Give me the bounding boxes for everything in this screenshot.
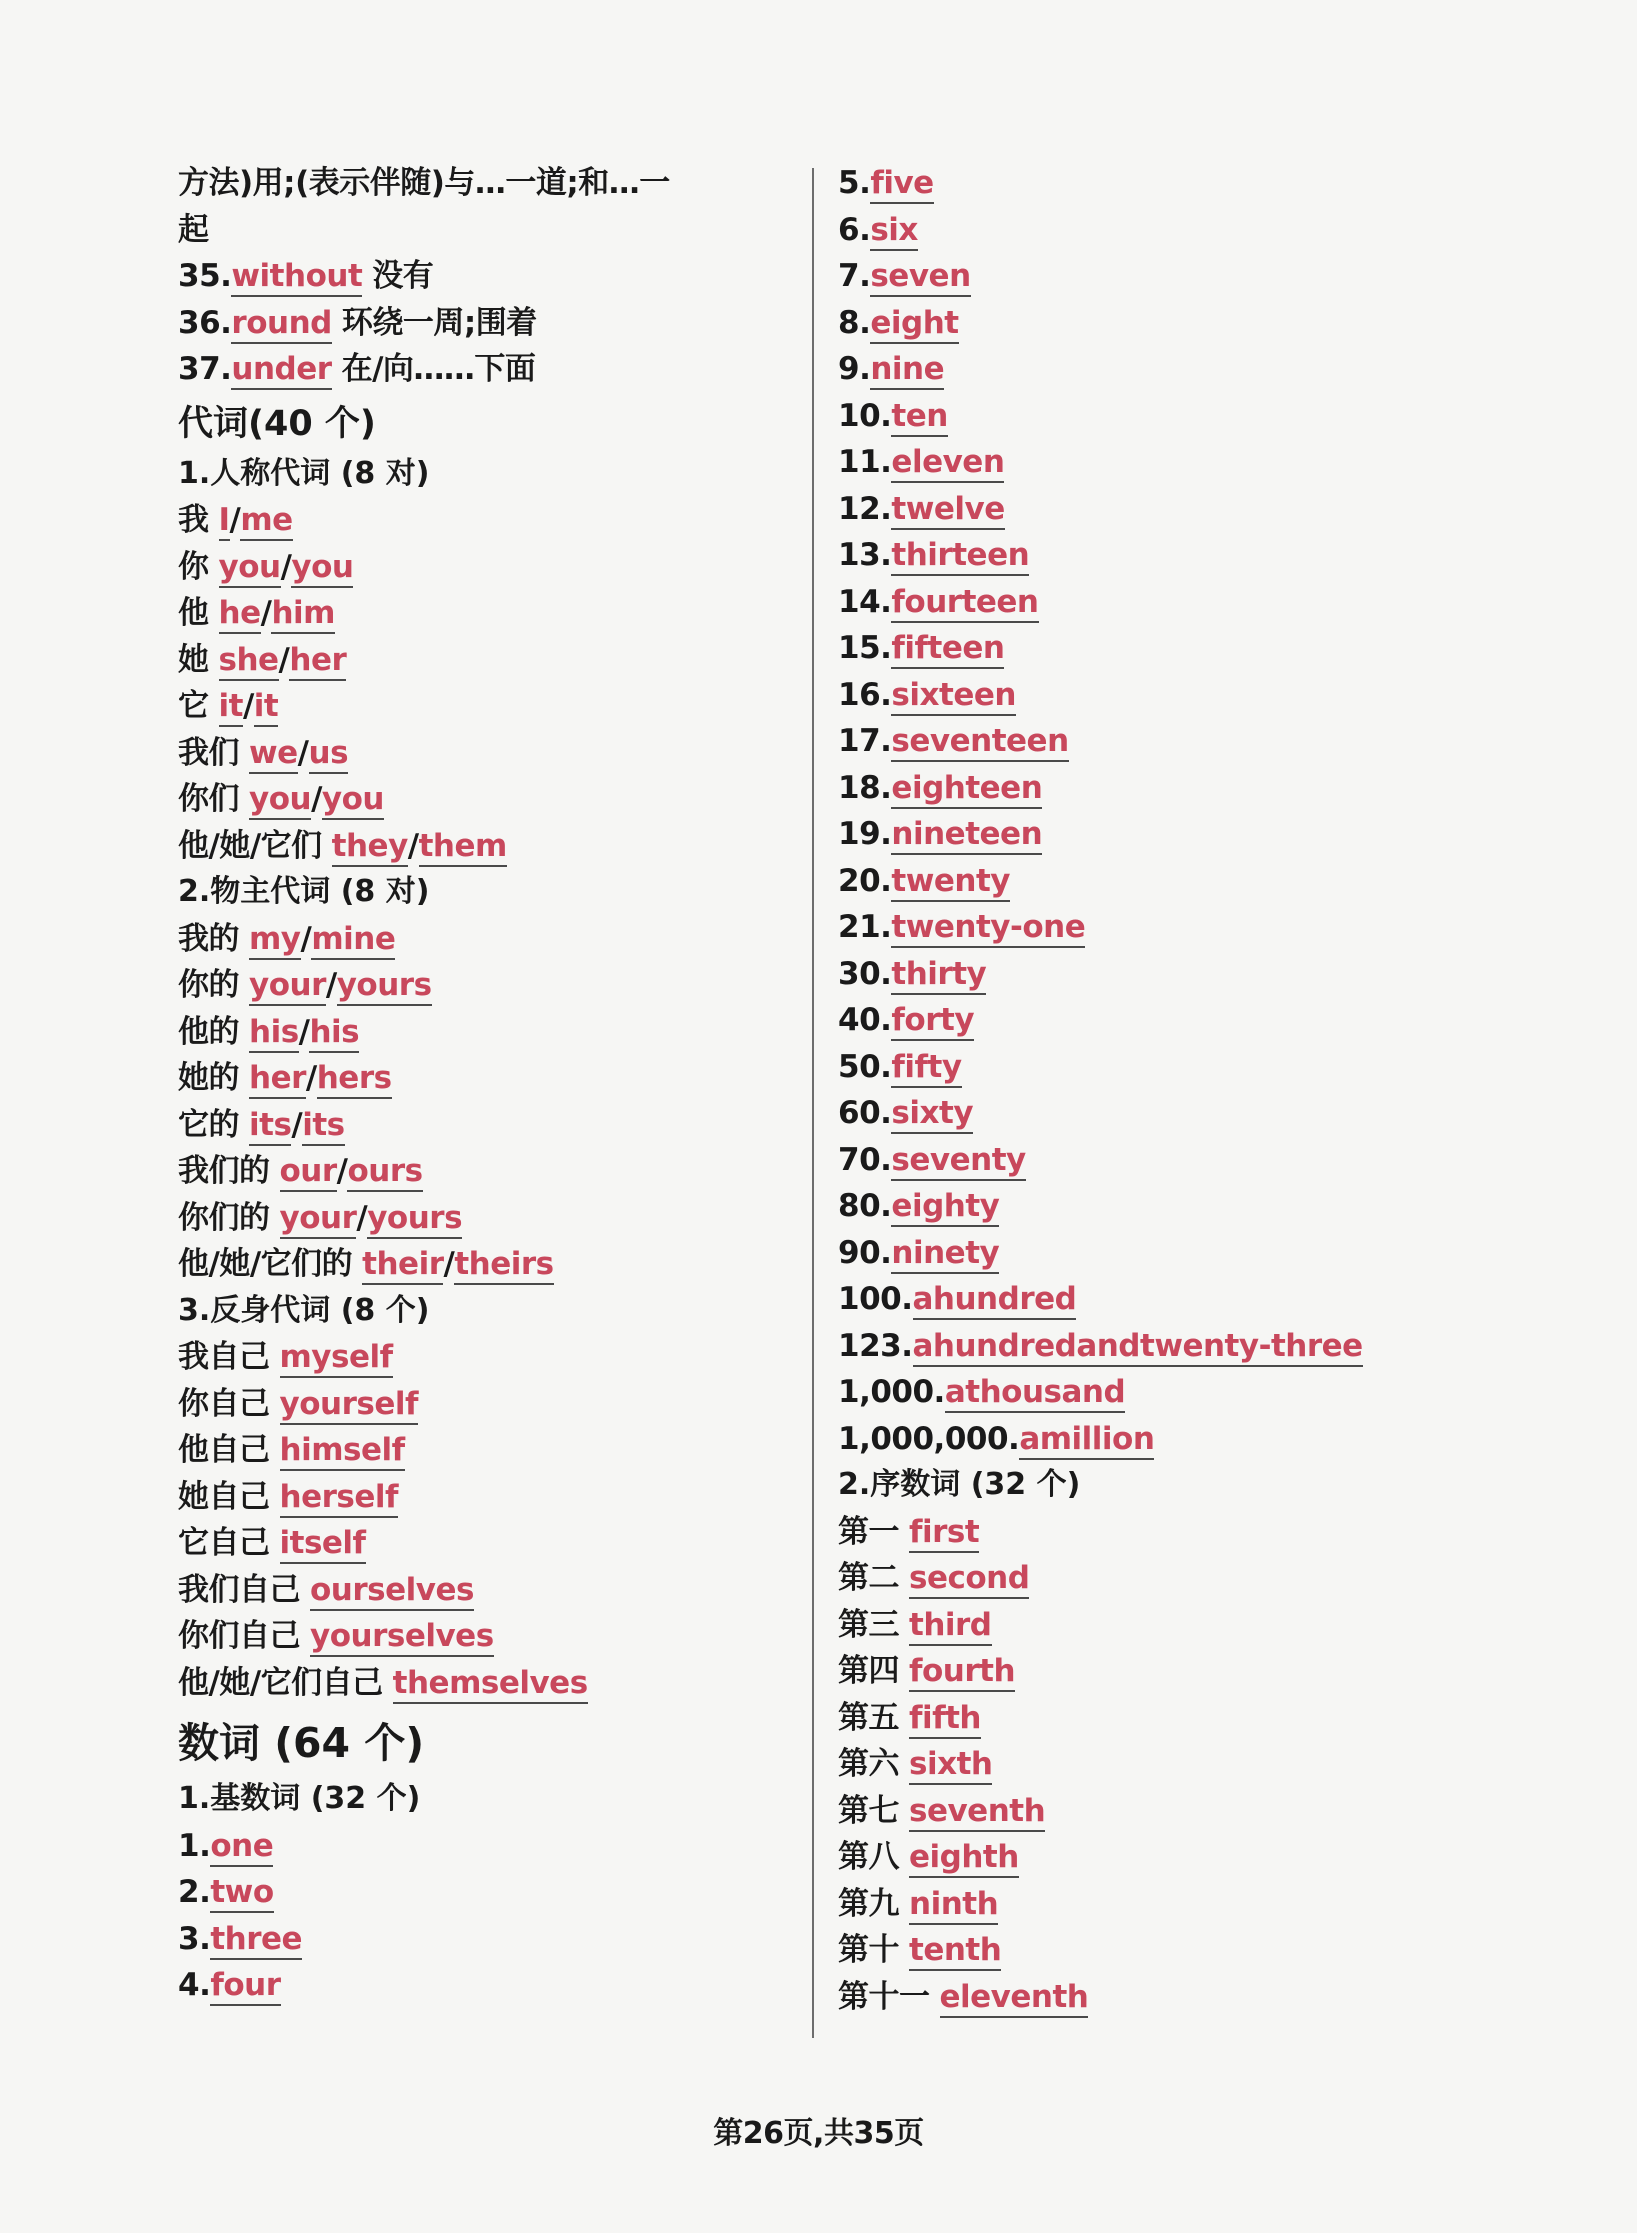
slash-separator: /: [443, 1246, 455, 1282]
cardinal-item: [178, 1916, 798, 1963]
cardinal-item: [178, 1869, 798, 1916]
answer-word: ninth: [909, 1886, 998, 1925]
answer-word: our: [280, 1153, 337, 1192]
answer-word: seventeen: [891, 723, 1068, 762]
slash-separator: /: [325, 967, 337, 1003]
answer-word: your: [280, 1200, 357, 1239]
answer-word: eighth: [909, 1839, 1019, 1878]
ordinal-item: [838, 1648, 1398, 1695]
item-number: 7.: [838, 258, 871, 294]
intro-line-2: 起: [178, 211, 209, 248]
answer-word: one: [210, 1828, 273, 1867]
answer-word: I: [219, 502, 230, 541]
answer-word: mine: [311, 921, 395, 960]
item-number: 30.: [838, 955, 892, 992]
answer-word: twenty-one: [891, 909, 1085, 948]
ordinal-item: [838, 1509, 1398, 1556]
item-number: 17.: [838, 723, 892, 759]
item-number: 13.: [838, 537, 892, 573]
item-number: 70.: [838, 1141, 892, 1178]
item-label: 第二: [838, 1560, 899, 1596]
cardinal-item: [838, 718, 1398, 765]
cardinal-item: [838, 997, 1398, 1044]
item-number: 1.: [178, 1827, 211, 1864]
slash-separator: /: [280, 548, 292, 585]
cardinal-item: [838, 579, 1398, 626]
slash-separator: /: [278, 641, 290, 678]
answer-word: you: [219, 549, 281, 588]
answer-word: third: [909, 1607, 992, 1646]
item-number: 35.: [178, 258, 232, 294]
pronoun-pair: [178, 497, 798, 544]
ordinal-item: [838, 1974, 1398, 2021]
answer-word: nine: [870, 351, 944, 390]
item-number: 20.: [838, 862, 892, 899]
pronoun-label: 她: [178, 641, 209, 678]
slash-separator: /: [407, 827, 419, 864]
item-number: 90.: [838, 1234, 892, 1271]
cardinal-list-start: [178, 1823, 798, 2009]
answer-word: ourselves: [310, 1572, 474, 1611]
cardinal-item: [838, 672, 1398, 719]
answer-word: fifteen: [891, 630, 1004, 669]
cardinal-item: [838, 1369, 1398, 1416]
answer-word: two: [210, 1874, 273, 1913]
right-column: [838, 160, 1398, 2020]
preposition-item: [178, 253, 798, 300]
slash-separator: /: [300, 920, 312, 957]
answer-word: without: [231, 258, 362, 297]
answer-word: theirs: [454, 1246, 553, 1285]
pronoun-pair: [178, 730, 798, 777]
cardinal-item: [838, 858, 1398, 905]
pronoun-label: 我们的: [178, 1153, 270, 1189]
answer-word: yourselves: [310, 1618, 494, 1657]
item-number: 10.: [838, 397, 892, 434]
item-label: 它自己: [178, 1525, 270, 1561]
answer-word: fifth: [909, 1700, 981, 1739]
preposition-item: [178, 300, 798, 347]
answer-word: their: [362, 1246, 443, 1285]
item-label: 你们自己: [178, 1618, 300, 1654]
slash-separator: /: [336, 1153, 348, 1189]
cardinal-item: [838, 439, 1398, 486]
pronoun-pair: [178, 1241, 798, 1288]
pronoun-label: 我: [178, 502, 209, 538]
answer-word: you: [249, 781, 311, 820]
answer-word: eight: [870, 305, 958, 344]
answer-word: under: [231, 351, 331, 390]
answer-word: twenty: [891, 863, 1010, 902]
reflexive-item: [178, 1520, 798, 1567]
reflexive-pronoun-list: [178, 1334, 798, 1706]
answer-word: he: [219, 595, 261, 634]
answer-word: it: [254, 688, 278, 727]
cardinal-item: [838, 1276, 1398, 1323]
reflexive-pronoun-heading: 3.反身代词 (8 个): [178, 1292, 430, 1328]
reflexive-item: [178, 1660, 798, 1707]
item-number: 18.: [838, 769, 892, 806]
answer-word: nineteen: [891, 816, 1042, 855]
pronoun-pair: [178, 962, 798, 1009]
slash-separator: /: [229, 502, 241, 538]
possessive-pronoun-heading: 2.物主代词 (8 对): [178, 874, 430, 909]
item-number: 1,000,000.: [838, 1420, 1020, 1457]
answer-word: you: [291, 549, 353, 588]
pronoun-pair: [178, 637, 798, 684]
item-number: 16.: [838, 676, 892, 713]
slash-separator: /: [260, 595, 272, 631]
item-number: 37.: [178, 351, 232, 387]
item-label: 第三: [838, 1606, 899, 1643]
ordinal-item: [838, 1741, 1398, 1788]
answer-word: your: [249, 967, 326, 1006]
answer-word: yourself: [280, 1386, 418, 1425]
item-label: 她自己: [178, 1478, 270, 1515]
answer-word: me: [240, 502, 292, 541]
ordinal-item: [838, 1602, 1398, 1649]
answer-word: sixth: [909, 1746, 992, 1785]
item-meaning: 没有: [372, 258, 434, 294]
cardinal-item: [838, 393, 1398, 440]
item-label: 第四: [838, 1653, 899, 1689]
answer-word: twelve: [891, 491, 1004, 530]
item-label: 我们自己: [178, 1571, 300, 1608]
answer-word: amillion: [1019, 1421, 1154, 1460]
pronoun-label: 它: [178, 688, 209, 724]
pronoun-label: 他/她/它们的: [178, 1246, 353, 1282]
pronoun-pair: [178, 683, 798, 730]
item-number: 40.: [838, 1002, 892, 1038]
item-label: 第五: [838, 1699, 899, 1736]
answer-word: my: [249, 921, 301, 960]
item-number: 6.: [838, 211, 871, 248]
pronoun-label: 他/她/它们: [178, 827, 322, 864]
item-number: 80.: [838, 1188, 892, 1224]
answer-word: him: [271, 595, 335, 634]
item-number: 12.: [838, 490, 892, 527]
pronoun-pair: [178, 776, 798, 823]
answer-word: forty: [891, 1002, 974, 1041]
item-number: 11.: [838, 444, 892, 480]
pronoun-pair: [178, 1102, 798, 1149]
answer-word: fourteen: [891, 584, 1038, 623]
cardinal-item: [838, 346, 1398, 393]
answer-word: first: [909, 1514, 979, 1553]
answer-word: its: [302, 1107, 344, 1146]
possessive-pronoun-list: [178, 916, 798, 1288]
reflexive-item: [178, 1613, 798, 1660]
answer-word: hers: [317, 1060, 392, 1099]
item-number: 15.: [838, 630, 892, 666]
answer-word: himself: [280, 1432, 405, 1471]
item-label: 你自己: [178, 1385, 270, 1422]
reflexive-item: [178, 1567, 798, 1614]
cardinal-item: [838, 1044, 1398, 1091]
item-label: 第八: [838, 1839, 899, 1875]
answer-word: seventy: [891, 1142, 1025, 1181]
reflexive-item: [178, 1474, 798, 1521]
answer-word: eleven: [891, 444, 1004, 483]
answer-word: four: [210, 1967, 280, 2006]
item-number: 100.: [838, 1281, 913, 1317]
answer-word: his: [249, 1014, 299, 1053]
cardinal-item: [838, 625, 1398, 672]
intro-line-1: 方法)用;(表示伴随)与…一道;和…一: [178, 165, 670, 201]
item-number: 9.: [838, 351, 871, 387]
cardinal-item: [838, 300, 1398, 347]
answer-word: athousand: [945, 1374, 1125, 1413]
pronoun-pair: [178, 823, 798, 870]
answer-word: fifty: [891, 1049, 961, 1088]
answer-word: themselves: [393, 1665, 588, 1704]
ordinal-list: [838, 1509, 1398, 2021]
pronoun-label: 他: [178, 595, 209, 631]
pronoun-label: 你们的: [178, 1199, 270, 1236]
answer-word: round: [231, 305, 331, 344]
answer-word: her: [249, 1060, 306, 1099]
item-number: 4.: [178, 1967, 211, 2003]
preposition-item: [178, 346, 798, 393]
item-label: 第十一: [838, 1978, 930, 2015]
answer-word: them: [419, 828, 507, 867]
cardinal-item: [838, 1416, 1398, 1463]
item-number: 60.: [838, 1095, 892, 1131]
slash-separator: /: [291, 1106, 303, 1143]
item-number: 8.: [838, 304, 871, 341]
answer-word: ahundredandtwenty-three: [913, 1328, 1363, 1367]
answer-word: six: [870, 212, 918, 251]
cardinal-item: [838, 904, 1398, 951]
pronoun-label: 我的: [178, 920, 239, 957]
answer-word: herself: [280, 1479, 398, 1518]
cardinal-item: [838, 951, 1398, 998]
item-number: 5.: [838, 165, 871, 201]
pronoun-heading: 代词(40 个): [178, 403, 376, 444]
pronoun-label: 你们: [178, 781, 239, 817]
item-label: 第一: [838, 1513, 899, 1550]
answer-word: us: [309, 735, 349, 774]
numeral-heading: 数词 (64 个): [178, 1719, 425, 1767]
answer-word: itself: [280, 1525, 366, 1564]
item-label: 第七: [838, 1792, 899, 1829]
slash-separator: /: [356, 1199, 368, 1236]
item-number: 1,000.: [838, 1374, 945, 1410]
answer-word: it: [219, 688, 243, 727]
answer-word: eighty: [891, 1188, 999, 1227]
pronoun-pair: [178, 590, 798, 637]
reflexive-item: [178, 1381, 798, 1428]
ordinal-item: [838, 1881, 1398, 1928]
preposition-list: [178, 253, 798, 393]
cardinal-item: [838, 1183, 1398, 1230]
pronoun-pair: [178, 1195, 798, 1242]
ordinal-item: [838, 1927, 1398, 1974]
pronoun-pair: [178, 1055, 798, 1102]
answer-word: thirteen: [891, 537, 1029, 576]
cardinal-heading: 1.基数词 (32 个): [178, 1781, 421, 1816]
answer-word: second: [909, 1560, 1029, 1599]
answer-word: seventh: [909, 1793, 1045, 1832]
item-number: 50.: [838, 1048, 892, 1085]
item-label: 我自己: [178, 1339, 270, 1375]
pronoun-label: 你的: [178, 967, 239, 1003]
cardinal-item: [838, 1323, 1398, 1370]
pronoun-label: 它的: [178, 1106, 239, 1143]
answer-word: eighteen: [891, 770, 1042, 809]
answer-word: eleventh: [940, 1979, 1089, 2018]
cardinal-item: [838, 486, 1398, 533]
item-number: 2.: [178, 1874, 211, 1910]
ordinal-item: [838, 1788, 1398, 1835]
answer-word: ours: [347, 1153, 422, 1192]
item-number: 123.: [838, 1327, 913, 1364]
answer-word: ahundred: [913, 1281, 1077, 1320]
answer-word: thirty: [891, 956, 986, 995]
item-number: 19.: [838, 816, 892, 852]
personal-pronoun-list: [178, 497, 798, 869]
answer-word: five: [870, 165, 933, 204]
answer-word: her: [289, 642, 346, 681]
cardinal-item: [838, 160, 1398, 207]
answer-word: seven: [870, 258, 970, 297]
answer-word: his: [309, 1014, 359, 1053]
left-column: [178, 160, 798, 2009]
reflexive-item: [178, 1334, 798, 1381]
pronoun-label: 我们: [178, 734, 239, 771]
item-label: 第六: [838, 1746, 899, 1782]
item-number: 14.: [838, 583, 892, 620]
cardinal-item: [838, 1090, 1398, 1137]
cardinal-list-continued: [838, 160, 1398, 1462]
item-meaning: 在/向……下面: [341, 351, 536, 387]
cardinal-item: [838, 765, 1398, 812]
pronoun-label: 他的: [178, 1013, 239, 1050]
ordinal-item: [838, 1555, 1398, 1602]
pronoun-pair: [178, 916, 798, 963]
pronoun-label: 你: [178, 548, 209, 585]
answer-word: its: [249, 1107, 291, 1146]
cardinal-item: [838, 1137, 1398, 1184]
pronoun-label: 她的: [178, 1060, 239, 1096]
ordinal-heading: 2.序数词 (32 个): [838, 1467, 1081, 1502]
cardinal-item: [838, 811, 1398, 858]
item-label: 他自己: [178, 1432, 270, 1468]
slash-separator: /: [305, 1060, 317, 1096]
answer-word: ten: [891, 398, 947, 437]
answer-word: sixteen: [891, 677, 1016, 716]
personal-pronoun-heading: 1.人称代词 (8 对): [178, 455, 430, 491]
slash-separator: /: [311, 781, 322, 817]
slash-separator: /: [297, 734, 309, 771]
slash-separator: /: [298, 1013, 310, 1050]
cardinal-item: [838, 532, 1398, 579]
answer-word: tenth: [909, 1932, 1001, 1971]
ordinal-item: [838, 1834, 1398, 1881]
page-footer: 第26页,共35页: [713, 2116, 924, 2151]
item-number: 36.: [178, 304, 232, 341]
cardinal-item: [838, 207, 1398, 254]
answer-word: yours: [337, 967, 432, 1006]
item-number: 3.: [178, 1920, 211, 1957]
answer-word: yours: [367, 1200, 462, 1239]
reflexive-item: [178, 1427, 798, 1474]
slash-separator: /: [242, 688, 254, 724]
answer-word: we: [249, 735, 298, 774]
answer-word: three: [210, 1921, 302, 1960]
pronoun-pair: [178, 1009, 798, 1056]
cardinal-item: [838, 1230, 1398, 1277]
cardinal-item: [178, 1962, 798, 2009]
ordinal-item: [838, 1695, 1398, 1742]
column-divider: [812, 168, 814, 2038]
answer-word: they: [332, 828, 408, 867]
item-meaning: 环绕一周;围着: [341, 304, 537, 341]
answer-word: she: [219, 642, 279, 681]
item-label: 第十: [838, 1932, 899, 1968]
cardinal-item: [178, 1823, 798, 1870]
item-label: 第九: [838, 1885, 899, 1922]
item-label: 他/她/它们自己: [178, 1664, 383, 1701]
answer-word: you: [322, 781, 384, 820]
answer-word: sixty: [891, 1095, 973, 1134]
answer-word: ninety: [891, 1235, 999, 1274]
pronoun-pair: [178, 1148, 798, 1195]
cardinal-item: [838, 253, 1398, 300]
answer-word: myself: [280, 1339, 393, 1378]
pronoun-pair: [178, 544, 798, 591]
answer-word: fourth: [909, 1653, 1015, 1692]
item-number: 21.: [838, 909, 892, 945]
